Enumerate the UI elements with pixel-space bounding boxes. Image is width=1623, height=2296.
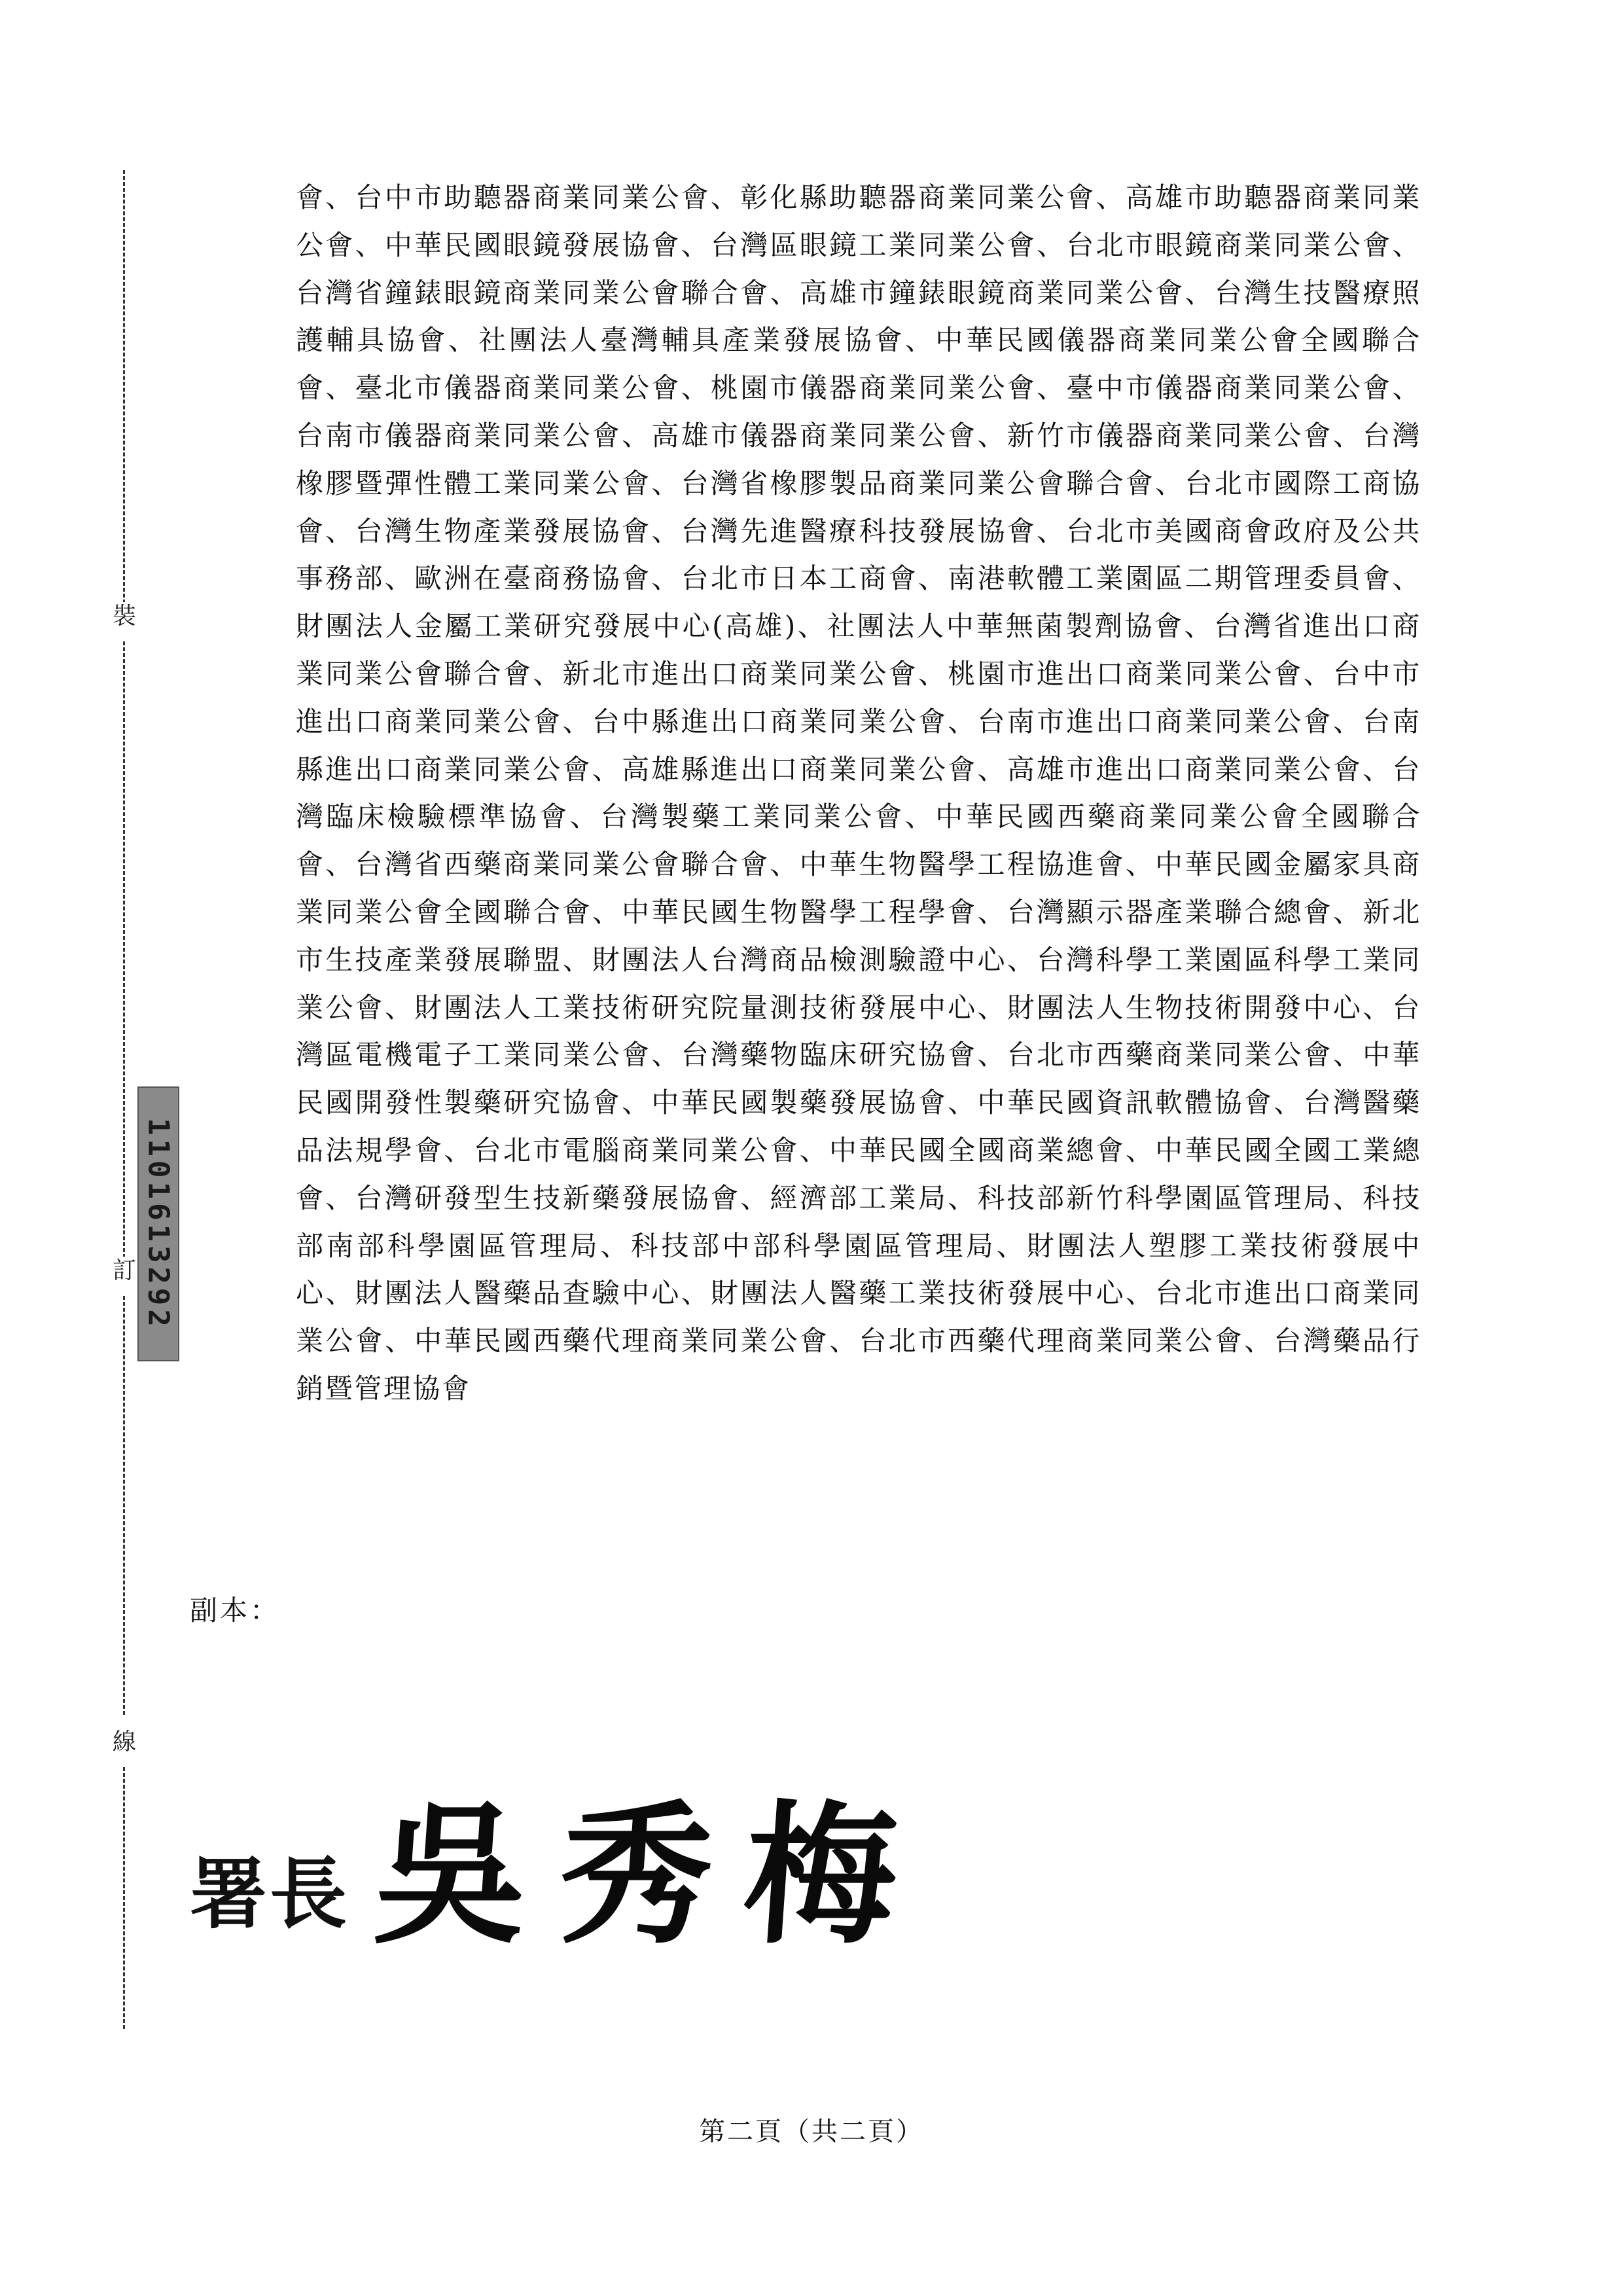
binding-char-ding: 訂	[112, 1257, 136, 1284]
page-number-footer: 第二頁（共二頁）	[699, 2117, 924, 2147]
binding-dashed-line-middle	[123, 1296, 125, 1715]
serial-number: 1101613292	[141, 1117, 175, 1331]
binding-dashed-line-upper	[123, 641, 125, 1270]
cc-label: 副本：	[190, 1594, 281, 1626]
signature-block	[190, 1785, 936, 1964]
binding-dashed-line-top	[123, 170, 125, 615]
binding-char-xian: 線	[112, 1729, 136, 1755]
serial-number-stamp	[137, 1086, 179, 1361]
signature-name: 吳秀梅	[369, 1785, 936, 1964]
binding-margin	[111, 170, 137, 2029]
recipients-list: 會、台中市助聽器商業同業公會、彰化縣助聽器商業同業公會、高雄市助聽器商業同業公會、中華民國眼鏡發展協會、台灣區眼鏡工業同業公會、台北市眼鏡商業同業公會、台灣省鐘錶眼鏡商業同業公會聯合會、高雄市鐘錶眼鏡商業同業公會、台灣生技醫療照護輔具協會、社團法人臺灣輔具產業發展協會、中華民國儀器商業同業公會全國聯合會、臺北市儀器商業同業公會、桃園市儀器商業同業公會、臺中市儀器商業同業公會、台南市儀器商業同業公會、高雄市儀器商業同業公會、新竹市儀器商業同業公會、台灣橡膠暨彈性體工業同業公會、台灣省橡膠製品商業同業公會聯合會、台北市國際工商協會、台灣生物產業發展協會、台灣先進醫療科技發展協會、台北市美國商會政府及公共事務部、歐洲在臺商務協會、台北市日本工商會、南港軟體工業園區二期管理委員會、財團法人金屬工業研究發展中心(高雄)、社團法人中華無菌製劑協會、台灣省進出口商業同業公會聯合會、新北市進出口商業同業公會、桃園市進出口商業同業公會、台中市進出口商業同業公會、台中縣進出口商業同業公會、台南市進出口商業同業公會、台南縣進出口商業同業公會、高雄縣進出口商業同業公會、高雄市進出口商業同業公會、台灣臨床檢驗標準協會、台灣製藥工業同業公會、中華民國西藥商業同業公會全國聯合會、台灣省西藥商業同業公會聯合會、中華生物醫學工程協進會、中華民國金屬家具商業同業公會全國聯合會、中華民國生物醫學工程學會、台灣顯示器產業聯合總會、新北市生技產業發展聯盟、財團法人台灣商品檢測驗證中心、台灣科學工業園區科學工業同業公會、財團法人工業技術研究院量測技術發展中心、財團法人生物技術開發中心、台灣區電機電子工業同業公會、台灣藥物臨床研究協會、台北市西藥商業同業公會、中華民國開發性製藥研究協會、中華民國製藥發展協會、中華民國資訊軟體協會、台灣醫藥品法規學會、台北市電腦商業同業公會、中華民國全國商業總會、中華民國全國工業總會、台灣研發型生技新藥發展協會、經濟部工業局、科技部新竹科學園區管理局、科技部南部科學園區管理局、科技部中部科學園區管理局、財團法人塑膠工業技術發展中心、財團法人醫藥品查驗中心、財團法人醫藥工業技術發展中心、台北市進出口商業同業公會、中華民國西藥代理商業同業公會、台北市西藥代理商業同業公會、台灣藥品行銷暨管理協會	[296, 181, 1421, 1405]
binding-dashed-line-bottom	[123, 1767, 125, 2029]
signature-title: 署長	[190, 1848, 350, 1939]
binding-char-zhuang: 裝	[112, 603, 136, 630]
